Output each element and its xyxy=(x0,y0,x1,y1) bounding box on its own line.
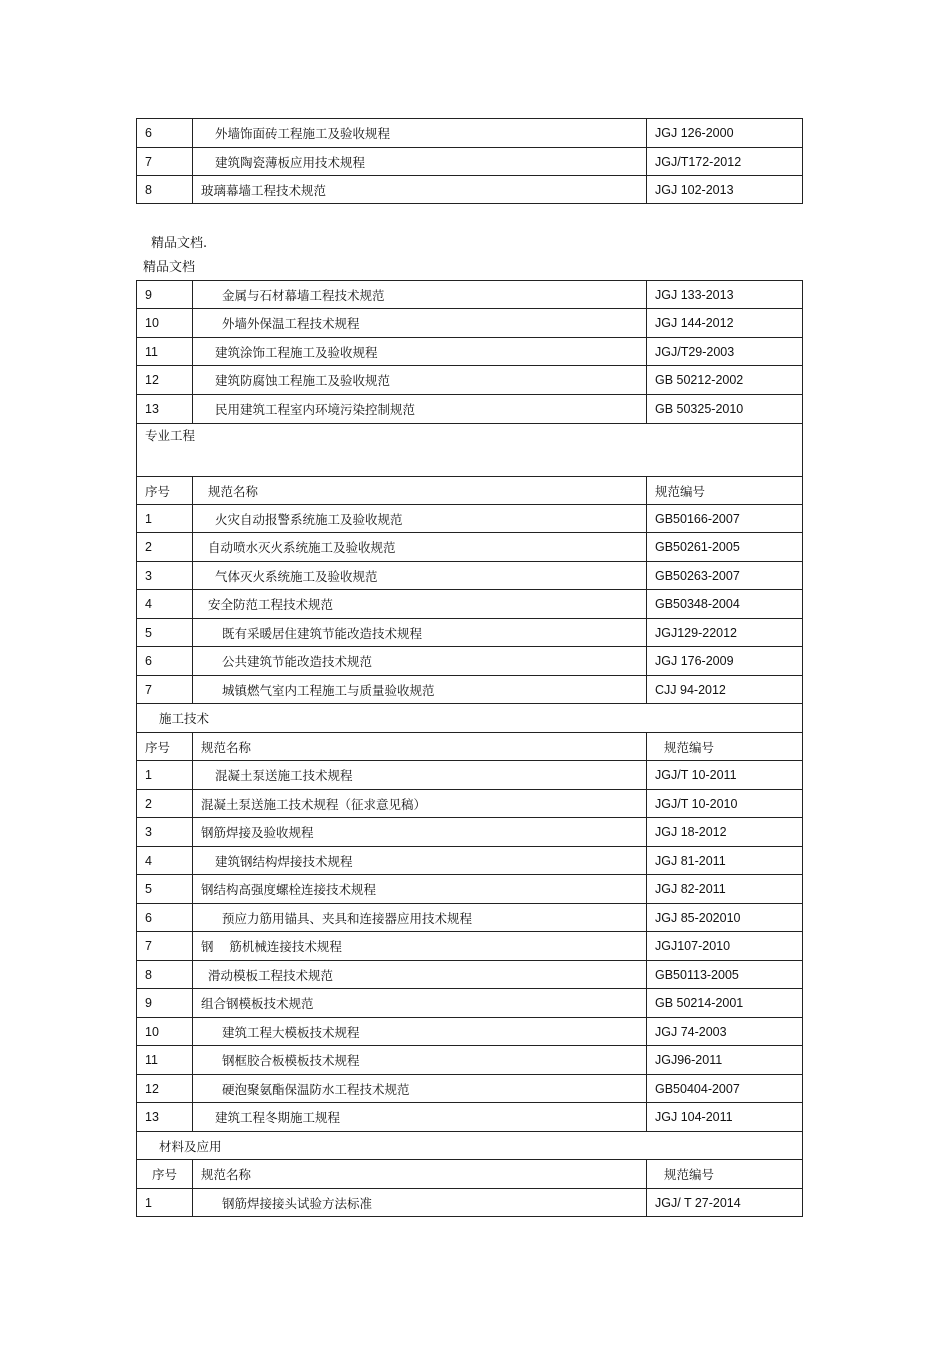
row-number: 2 xyxy=(137,533,193,562)
standard-code: JGJ129-22012 xyxy=(647,619,803,647)
row-number: 7 xyxy=(137,148,193,176)
row-number: 8 xyxy=(137,961,193,989)
table-row xyxy=(137,148,803,176)
standard-code: GB 50325-2010 xyxy=(647,395,803,424)
table-row xyxy=(137,818,803,847)
table-row xyxy=(137,790,803,818)
standard-name: 钢框胶合板模板技术规程 xyxy=(193,1046,647,1075)
standard-name: 金属与石材幕墙工程技术规范 xyxy=(193,281,647,309)
table-row xyxy=(137,847,803,875)
standard-code: JGJ 126-2000 xyxy=(647,119,803,148)
table-row xyxy=(137,961,803,989)
standard-name: 建筑工程大模板技术规程 xyxy=(193,1018,647,1046)
row-number: 9 xyxy=(137,989,193,1018)
table-row xyxy=(137,875,803,904)
standard-code: GB50261-2005 xyxy=(647,533,803,562)
header-number: 序号 xyxy=(137,1160,193,1189)
standard-code: GB 50212-2002 xyxy=(647,366,803,395)
table-row xyxy=(137,1075,803,1103)
standard-code: JGJ/T172-2012 xyxy=(647,148,803,176)
row-number: 9 xyxy=(137,281,193,309)
row-number: 1 xyxy=(137,761,193,790)
watermark-caption: 精品文档. xyxy=(151,236,208,251)
standard-name: 外墙外保温工程技术规程 xyxy=(193,309,647,338)
row-number: 1 xyxy=(137,505,193,533)
header-code: 规范编号 xyxy=(647,733,803,761)
table-row xyxy=(137,989,803,1018)
standard-name: 建筑钢结构焊接技术规程 xyxy=(193,847,647,875)
standard-name: 自动喷水灭火系统施工及验收规范 xyxy=(193,533,647,562)
row-number: 3 xyxy=(137,818,193,847)
row-number: 4 xyxy=(137,590,193,619)
standard-name: 外墙饰面砖工程施工及验收规程 xyxy=(193,119,647,148)
section-title: 材料及应用 xyxy=(137,1132,803,1160)
table-row xyxy=(137,338,803,366)
standard-code: GB50166-2007 xyxy=(647,505,803,533)
row-number: 4 xyxy=(137,847,193,875)
standard-code: GB50263-2007 xyxy=(647,562,803,590)
row-number: 6 xyxy=(137,119,193,148)
header-name: 规范名称 xyxy=(193,477,647,505)
standard-code: GB50404-2007 xyxy=(647,1075,803,1103)
standard-name: 钢筋焊接及验收规程 xyxy=(193,818,647,847)
standard-code: JGJ 85-202010 xyxy=(647,904,803,932)
table-header-row xyxy=(137,1160,803,1189)
table-row xyxy=(137,676,803,704)
standard-name: 钢结构高强度螺栓连接技术规程 xyxy=(193,875,647,904)
table-row xyxy=(137,366,803,395)
standard-code: JGJ96-2011 xyxy=(647,1046,803,1075)
header-number: 序号 xyxy=(137,477,193,505)
row-number: 11 xyxy=(137,1046,193,1075)
standard-name: 公共建筑节能改造技术规范 xyxy=(193,647,647,676)
row-number: 13 xyxy=(137,1103,193,1132)
table-row xyxy=(137,761,803,790)
header-name: 规范名称 xyxy=(193,1160,647,1189)
section-row-construction xyxy=(137,704,803,733)
header-code: 规范编号 xyxy=(647,1160,803,1189)
table-row xyxy=(137,1189,803,1217)
standard-code: GB50348-2004 xyxy=(647,590,803,619)
table-row xyxy=(137,932,803,961)
standard-name: 建筑工程冬期施工规程 xyxy=(193,1103,647,1132)
standard-name: 预应力筋用锚具、夹具和连接器应用技术规程 xyxy=(193,904,647,932)
standard-name: 滑动模板工程技术规范 xyxy=(193,961,647,989)
standard-code: JGJ 74-2003 xyxy=(647,1018,803,1046)
standard-code: JGJ/T 10-2011 xyxy=(647,761,803,790)
standard-name: 钢 筋机械连接技术规程 xyxy=(193,932,647,961)
standard-name: 安全防范工程技术规范 xyxy=(193,590,647,619)
row-number: 6 xyxy=(137,647,193,676)
standard-code: GB50113-2005 xyxy=(647,961,803,989)
table-row xyxy=(137,619,803,647)
table-row xyxy=(137,1103,803,1132)
standard-name: 混凝土泵送施工技术规程 xyxy=(193,761,647,790)
section-title: 施工技术 xyxy=(137,704,803,733)
row-number: 6 xyxy=(137,904,193,932)
row-number: 5 xyxy=(137,619,193,647)
standard-name: 民用建筑工程室内环境污染控制规范 xyxy=(193,395,647,424)
table-row xyxy=(137,309,803,338)
row-number: 12 xyxy=(137,366,193,395)
standard-code: JGJ 176-2009 xyxy=(647,647,803,676)
standard-name: 钢筋焊接接头试验方法标准 xyxy=(193,1189,647,1217)
table-row xyxy=(137,505,803,533)
section-title: 专业工程 xyxy=(137,424,803,477)
table-header-row xyxy=(137,477,803,505)
table-row xyxy=(137,904,803,932)
standard-name: 火灾自动报警系统施工及验收规范 xyxy=(193,505,647,533)
row-number: 5 xyxy=(137,875,193,904)
header-code: 规范编号 xyxy=(647,477,803,505)
section-row-professional xyxy=(137,424,803,477)
standard-code: JGJ 102-2013 xyxy=(647,176,803,204)
row-number: 1 xyxy=(137,1189,193,1217)
standard-name: 组合钢模板技术规范 xyxy=(193,989,647,1018)
standard-code: GB 50214-2001 xyxy=(647,989,803,1018)
row-number: 8 xyxy=(137,176,193,204)
watermark-caption: 精品文档 xyxy=(143,260,196,275)
row-number: 11 xyxy=(137,338,193,366)
standard-code: JGJ/ T 27-2014 xyxy=(647,1189,803,1217)
standard-name: 建筑陶瓷薄板应用技术规程 xyxy=(193,148,647,176)
table-row xyxy=(137,119,803,148)
row-number: 3 xyxy=(137,562,193,590)
row-number: 2 xyxy=(137,790,193,818)
standard-name: 混凝土泵送施工技术规程（征求意见稿） xyxy=(193,790,647,818)
table-header-row xyxy=(137,733,803,761)
standard-code: JGJ/T 10-2010 xyxy=(647,790,803,818)
standard-code: JGJ 104-2011 xyxy=(647,1103,803,1132)
standards-table-top xyxy=(136,118,803,204)
row-number: 10 xyxy=(137,309,193,338)
standard-code: JGJ 81-2011 xyxy=(647,847,803,875)
row-number: 7 xyxy=(137,676,193,704)
standard-name: 硬泡聚氨酯保温防水工程技术规范 xyxy=(193,1075,647,1103)
standard-code: JGJ 144-2012 xyxy=(647,309,803,338)
standard-name: 既有采暖居住建筑节能改造技术规程 xyxy=(193,619,647,647)
table-row xyxy=(137,281,803,309)
table-row xyxy=(137,533,803,562)
standard-code: JGJ 82-2011 xyxy=(647,875,803,904)
table-row xyxy=(137,590,803,619)
standard-name: 建筑涂饰工程施工及验收规程 xyxy=(193,338,647,366)
table-row xyxy=(137,1046,803,1075)
row-number: 13 xyxy=(137,395,193,424)
standard-code: JGJ 133-2013 xyxy=(647,281,803,309)
standard-name: 玻璃幕墙工程技术规范 xyxy=(193,176,647,204)
standard-name: 建筑防腐蚀工程施工及验收规范 xyxy=(193,366,647,395)
table-row xyxy=(137,647,803,676)
standard-code: JGJ 18-2012 xyxy=(647,818,803,847)
table-row xyxy=(137,562,803,590)
row-number: 10 xyxy=(137,1018,193,1046)
header-number: 序号 xyxy=(137,733,193,761)
table-row xyxy=(137,176,803,204)
section-row-materials xyxy=(137,1132,803,1160)
standard-name: 气体灭火系统施工及验收规范 xyxy=(193,562,647,590)
row-number: 7 xyxy=(137,932,193,961)
standard-name: 城镇燃气室内工程施工与质量验收规范 xyxy=(193,676,647,704)
standard-code: JGJ107-2010 xyxy=(647,932,803,961)
standard-code: JGJ/T29-2003 xyxy=(647,338,803,366)
table-row xyxy=(137,1018,803,1046)
table-row xyxy=(137,395,803,424)
standards-table-main xyxy=(136,280,803,1217)
standard-code: CJJ 94-2012 xyxy=(647,676,803,704)
row-number: 12 xyxy=(137,1075,193,1103)
header-name: 规范名称 xyxy=(193,733,647,761)
